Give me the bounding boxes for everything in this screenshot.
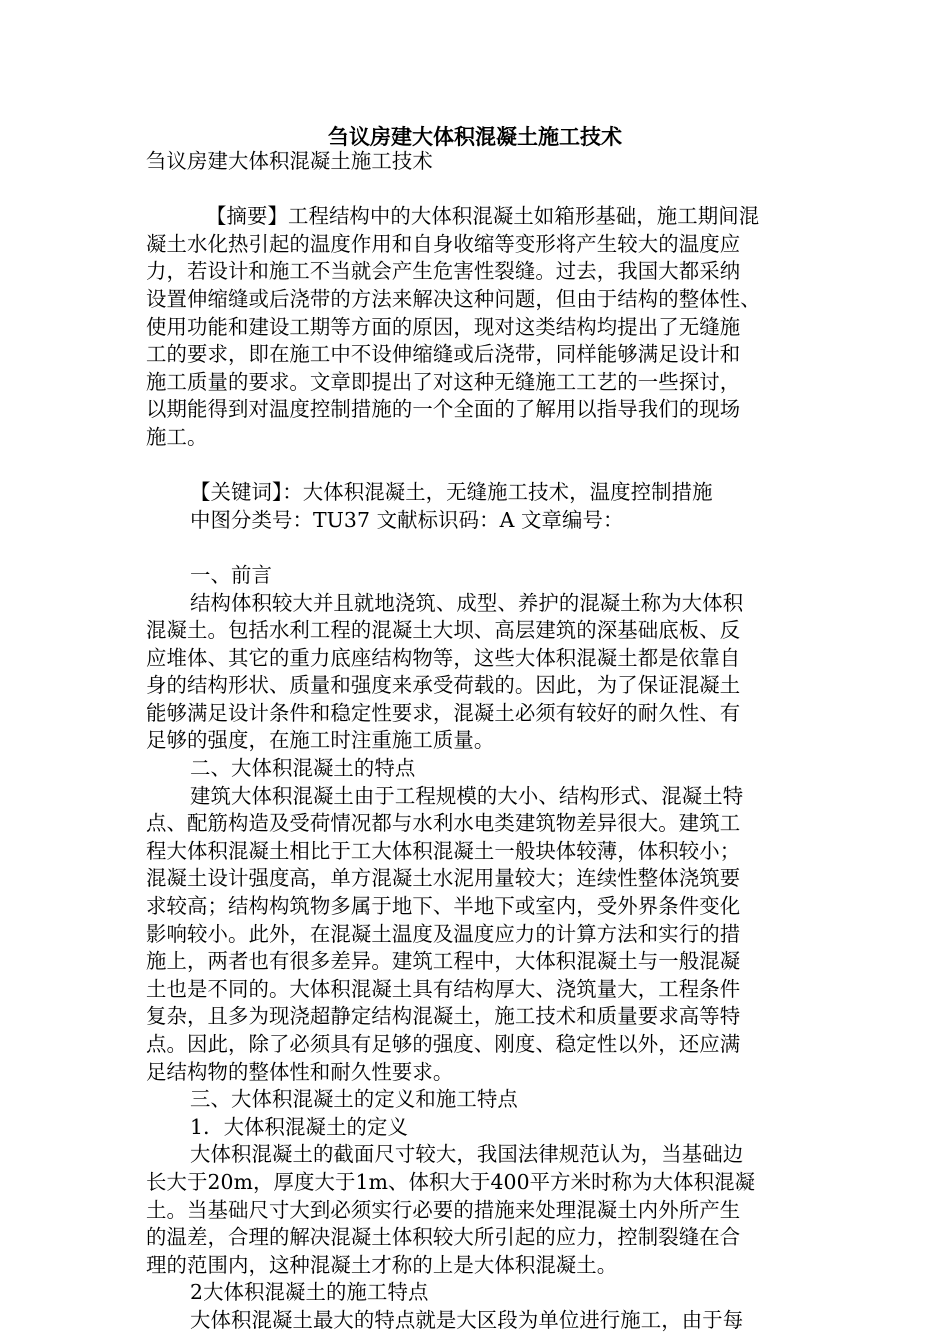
paragraph-line: 建筑大体积混凝土由于工程规模的大小、结构形式、混凝土特 bbox=[190, 783, 744, 808]
spacer bbox=[146, 534, 806, 562]
abstract-line: 使用功能和建设工期等方面的原因，现对这类结构均提出了无缝施 bbox=[146, 314, 741, 339]
paragraph-line: 长大于20m，厚度大于1m、体积大于400平方米时称为大体积混凝 bbox=[146, 1169, 756, 1194]
paragraph-line: 足结构物的整体性和耐久性要求。 bbox=[146, 1059, 454, 1084]
abstract-line: 施工质量的要求。文章即提出了对这种无缝施工工艺的一些探讨， bbox=[146, 369, 741, 394]
paragraph-line: 的温差，合理的解决混凝土体积较大所引起的应力，控制裂缝在合 bbox=[146, 1225, 741, 1250]
section-heading: 二、大体积混凝土的特点 bbox=[190, 756, 416, 781]
paragraph-line: 土也是不同的。大体积混凝土具有结构厚大、浇筑量大，工程条件 bbox=[146, 976, 741, 1001]
spacer bbox=[146, 452, 806, 480]
abstract-line: 工的要求，即在施工中不设伸缩缝或后浇带，同样能够满足设计和 bbox=[146, 342, 741, 367]
classification: 中图分类号：TU37 文献标识码：A 文章编号： bbox=[190, 507, 624, 532]
paragraph-line: 土。当基础尺寸大到必须实行必要的措施来处理混凝土内外所产生 bbox=[146, 1197, 741, 1222]
abstract-line: 凝土水化热引起的温度作用和自身收缩等变形将产生较大的温度应 bbox=[146, 231, 741, 256]
document-subtitle: 刍议房建大体积混凝土施工技术 bbox=[146, 149, 433, 173]
paragraph-line: 影响较小。此外，在混凝土温度及温度应力的计算方法和实行的措 bbox=[146, 921, 741, 946]
paragraph-line: 混凝土设计强度高，单方混凝土水泥用量较大；连续性整体浇筑要 bbox=[146, 866, 741, 891]
paragraph-line: 理的范围内，这种混凝土才称的上是大体积混凝土。 bbox=[146, 1252, 618, 1277]
abstract-line: 设置伸缩缝或后浇带的方法来解决这种问题，但由于结构的整体性、 bbox=[146, 286, 761, 311]
paragraph-line: 结构体积较大并且就地浇筑、成型、养护的混凝土称为大体积 bbox=[190, 590, 744, 615]
paragraph-line: 程大体积混凝土相比于工大体积混凝土一般块体较薄，体积较小； bbox=[146, 838, 741, 863]
subsection-heading: 2大体积混凝土的施工特点 bbox=[190, 1280, 429, 1305]
abstract-line: 以期能得到对温度控制措施的一个全面的了解用以指导我们的现场 bbox=[146, 397, 741, 422]
paragraph-line: 求较高；结构构筑物多属于地下、半地下或室内，受外界条件变化 bbox=[146, 894, 741, 919]
abstract bbox=[146, 203, 806, 451]
document-title: 刍议房建大体积混凝土施工技术 bbox=[328, 124, 622, 149]
document-body bbox=[146, 148, 806, 1335]
paragraph-line: 混凝土。包括水利工程的混凝土大坝、高层建筑的深基础底板、反 bbox=[146, 618, 741, 643]
section-heading: 一、前言 bbox=[190, 562, 272, 587]
paragraph-line: 点。因此，除了必须具有足够的强度、刚度、稳定性以外，还应满 bbox=[146, 1032, 741, 1056]
paragraph-line: 点、配筋构造及受荷情况都与水利水电类建筑物差异很大。建筑工 bbox=[146, 811, 741, 836]
paragraph-line: 大体积混凝土的截面尺寸较大，我国法律规范认为，当基础边 bbox=[190, 1142, 744, 1167]
paragraph-line: 施上，两者也有很多差异。建筑工程中，大体积混凝土与一般混凝 bbox=[146, 949, 741, 974]
section-heading: 三、大体积混凝土的定义和施工特点 bbox=[190, 1087, 518, 1112]
abstract-line: 力，若设计和施工不当就会产生危害性裂缝。过去，我国大都采纳 bbox=[146, 259, 741, 284]
paragraph-line: 大体积混凝土最大的特点就是大区段为单位进行施工，由于每 bbox=[190, 1307, 744, 1332]
paragraph-line: 应堆体、其它的重力底座结构物等，这些大体积混凝土都是依靠自 bbox=[146, 645, 741, 670]
abstract-line: 【摘要】工程结构中的大体积混凝土如箱形基础，施工期间混 bbox=[206, 204, 760, 229]
paragraph-line: 复杂，且多为现浇超静定结构混凝土，施工技术和质量要求高等特 bbox=[146, 1004, 741, 1029]
subsection-heading: 1．大体积混凝土的定义 bbox=[190, 1114, 408, 1139]
keywords: 【关键词】：大体积混凝土，无缝施工技术，温度控制措施 bbox=[190, 480, 713, 505]
paragraph-line: 足够的强度，在施工时注重施工质量。 bbox=[146, 728, 495, 753]
abstract-line: 施工。 bbox=[146, 424, 208, 449]
paragraph-line: 能够满足设计条件和稳定性要求，混凝土必须有较好的耐久性、有 bbox=[146, 700, 741, 725]
spacer bbox=[146, 176, 806, 204]
paragraph-line: 身的结构形状、质量和强度来承受荷载的。因此，为了保证混凝土 bbox=[146, 673, 741, 698]
